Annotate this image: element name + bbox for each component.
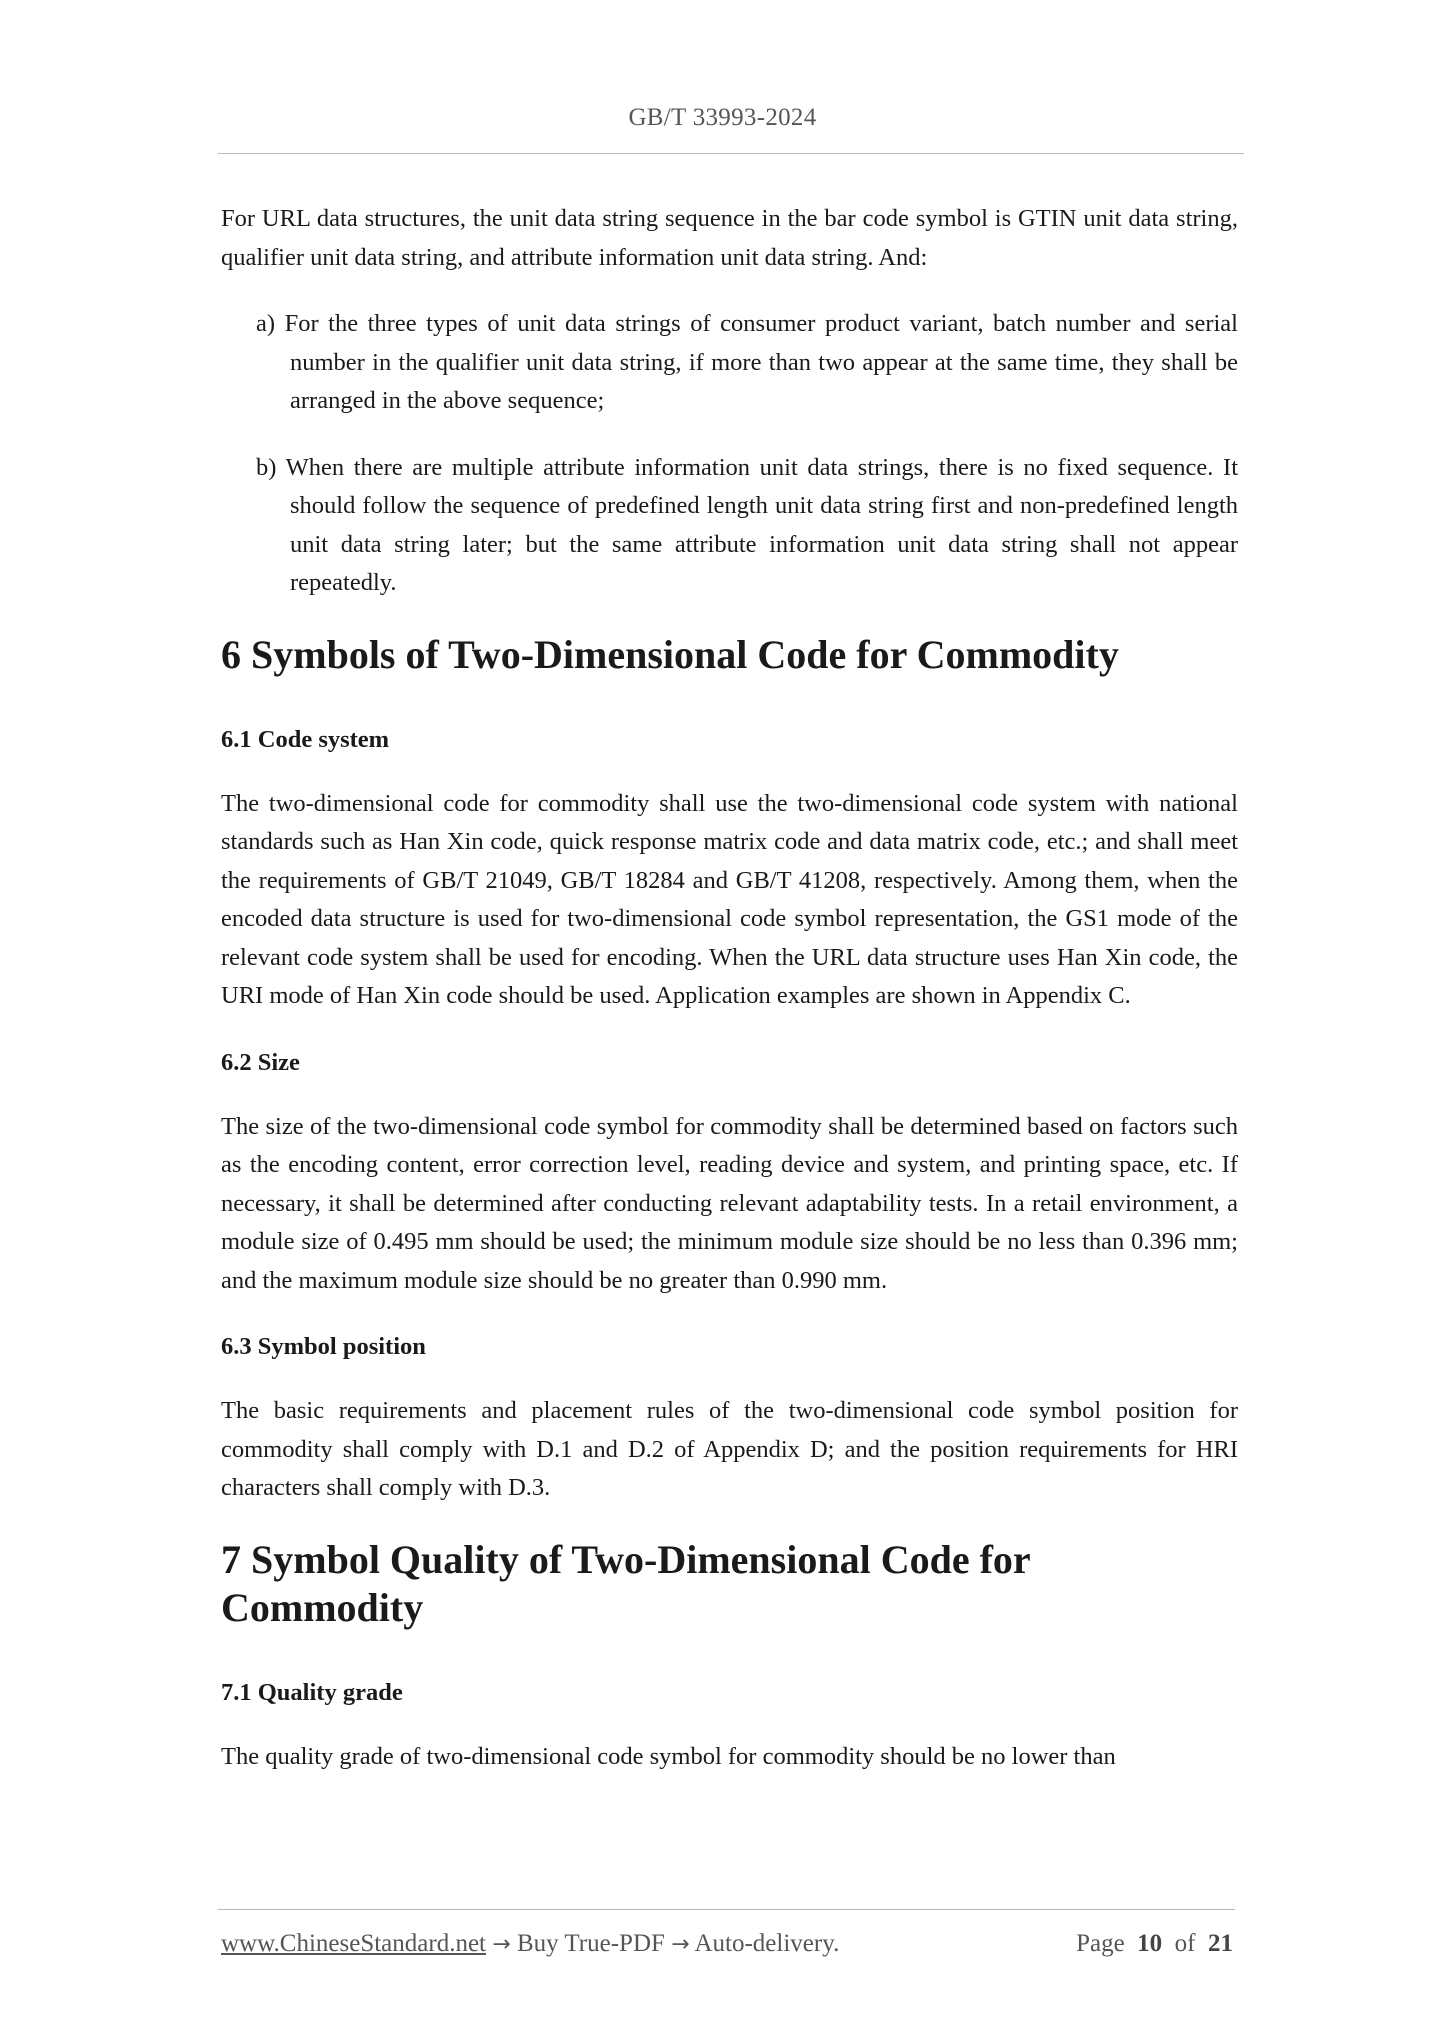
auto-delivery-text: Auto-delivery.: [694, 1930, 840, 1957]
of-label: of: [1174, 1930, 1196, 1957]
subsection-7-1-text: The quality grade of two-dimensional code symbol for commodity should be no lower than: [221, 1742, 1116, 1770]
subsection-6-3-text: The basic requirements and placement rules of the two-dimensional code symbol position for commodity shall comply with D.1 and D.2 of Appendix D; and the position requirements for HRI characters shall comply with D.3.: [221, 1397, 1238, 1501]
arrow-right-icon: →: [671, 1932, 690, 1957]
page-content: [221, 200, 1238, 1776]
section-7-heading: 7 Symbol Quality of Two-Dimensional Code for Commodity: [221, 1536, 1030, 1630]
subsection-6-2-text: The size of the two-dimensional code symbol for commodity shall be determined based on factors such as the encoding content, error correction level, reading device and system, and printing space, etc. If necessary, it shall be determined after conducting relevant adaptability tests. In a retail environment, a module size of 0.495 mm should be used; the minimum module size should be no less than 0.396 mm; and the maximum module size should be no greater than 0.990 mm.: [221, 1112, 1238, 1294]
page-indicator: [1076, 1930, 1233, 1958]
subsection-6-1-text: The two-dimensional code for commodity shall use the two-dimensional code system with national standards such as Han Xin code, quick response matrix code and data matrix code, etc.; and shall meet the requirements of GB/T 21049, GB/T 18284 and GB/T 41208, respectively. Among them, when the encoded data structure is used for two-dimensional code symbol representation, the GS1 mode of the relevant code system shall be used for encoding. When the URL data structure uses Han Xin code, the URI mode of Han Xin code should be used. Application examples are shown in Appendix C.: [221, 789, 1238, 1009]
page-label: Page: [1076, 1930, 1125, 1957]
list-item-b: b) When there are multiple attribute information unit data strings, there is no fixed sequence. It should follow the sequence of predefined length unit data string first and non-predefined length unit data string later; but the same attribute information unit data string shall not appear repeatedly.: [256, 453, 1238, 596]
arrow-right-icon: →: [492, 1932, 511, 1957]
page-header: GB/T 33993-2024: [628, 104, 817, 131]
footer-links: [221, 1930, 839, 1958]
list-item-a: a) For the three types of unit data strings of consumer product variant, batch number and serial number in the qualifier unit data string, if more than two appear at the same time, they shall be arranged in the above sequence;: [256, 310, 1238, 414]
site-link[interactable]: www.ChineseStandard.net: [221, 1930, 486, 1957]
buy-pdf-text: Buy True-PDF: [516, 1930, 665, 1957]
page-total: 21: [1208, 1930, 1233, 1957]
subsection-6-1-heading: 6.1 Code system: [221, 725, 390, 753]
header-divider: [218, 153, 1244, 154]
footer-divider: [218, 1909, 1235, 1910]
subsection-6-3-heading: 6.3 Symbol position: [221, 1333, 426, 1360]
intro-paragraph: For URL data structures, the unit data string sequence in the bar code symbol is GTIN unit data string, qualifier unit data string, and attribute information unit data string. And:: [221, 205, 1238, 271]
section-6-heading: 6 Symbols of Two-Dimensional Code for Commodity: [221, 631, 1119, 677]
page-number: 10: [1137, 1930, 1163, 1957]
subsection-6-2-heading: 6.2 Size: [221, 1048, 300, 1076]
subsection-7-1-heading: 7.1 Quality grade: [221, 1678, 403, 1706]
